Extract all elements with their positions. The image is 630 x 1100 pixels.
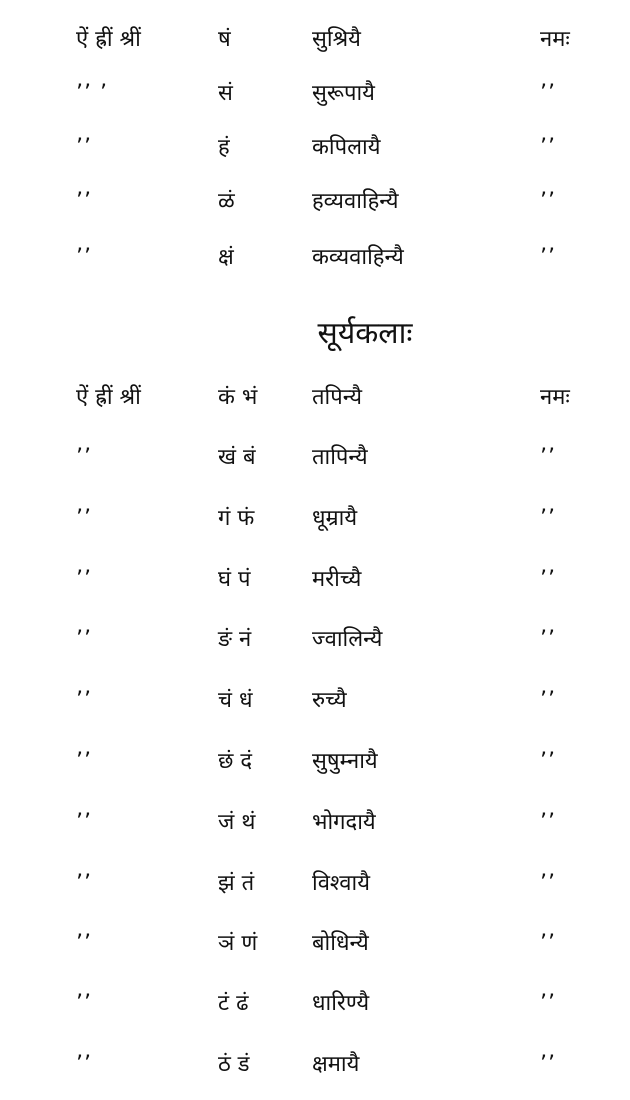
deity-name: मरीच्यै [312,567,362,592]
ditto-mark: ’’ [76,991,92,1016]
letter-syllable: क्षं [218,245,234,270]
letter-pair: टं ढं [218,991,249,1016]
deity-name: धारिण्यै [312,991,370,1016]
table-row [0,380,630,416]
letter-pair: छं दं [218,749,253,774]
deity-name: तपिन्यै [312,385,362,410]
ditto-mark: ’’ [76,135,92,160]
letter-syllable: ळं [218,189,235,214]
table-row [0,1047,630,1083]
ditto-mark: ’’ [540,627,556,652]
table-row [0,184,630,220]
seed-syllables: ऐं ह्रीं श्रीं [76,27,141,52]
ditto-mark: ’’ [76,1052,92,1077]
seed-syllables: ऐं ह्रीं श्रीं [76,385,141,410]
letter-syllable: सं [218,81,233,106]
table-row [0,22,630,58]
ditto-mark: ’’ [540,81,556,106]
ditto-mark: ’’ [540,871,556,896]
letter-syllable: षं [218,27,231,52]
ditto-mark: ’’ [540,567,556,592]
deity-name: कपिलायै [312,135,381,160]
letter-pair: झं तं [218,871,255,896]
deity-name: कव्यवाहिन्यै [312,245,404,270]
ditto-mark: ’’ [540,445,556,470]
deity-name: क्षमायै [312,1052,360,1077]
table-row [0,440,630,476]
table-row [0,240,630,276]
deity-name: रुच्यै [312,688,347,713]
table-row [0,622,630,658]
table-row [0,130,630,166]
deity-name: तापिन्यै [312,445,368,470]
letter-pair: घं पं [218,567,251,592]
deity-name: भोगदायै [312,810,376,835]
ditto-mark: ’’ [540,506,556,531]
deity-name: सुश्रियै [312,27,361,52]
letter-pair: ठं डं [218,1052,250,1077]
ditto-mark: ’’ [76,627,92,652]
ditto-mark: ’’ [540,135,556,160]
table-row [0,76,630,112]
deity-name: सुषुम्नायै [312,749,378,774]
ditto-mark: ’’ [76,810,92,835]
ditto-mark: ’’ [540,1052,556,1077]
deity-name: हव्यवाहिन्यै [312,189,399,214]
ditto-mark: ’’ [76,245,92,270]
ditto-mark: ’’ [76,749,92,774]
letter-pair: चं धं [218,688,253,713]
ditto-mark: ’’ [76,931,92,956]
deity-name: धूम्रायै [312,506,358,531]
table-row [0,805,630,841]
letter-pair: ञं णं [218,931,258,956]
ditto-mark: ’’ [76,445,92,470]
ditto-mark: ’’ ’ [76,81,108,106]
ditto-mark: ’’ [540,810,556,835]
ditto-mark: ’’ [76,871,92,896]
ditto-mark: ’’ [76,567,92,592]
deity-name: सुरूपायै [312,81,375,106]
table-row [0,562,630,598]
ditto-mark: ’’ [540,189,556,214]
salutation: नमः [540,27,570,52]
ditto-mark: ’’ [540,688,556,713]
deity-name: ज्वालिन्यै [312,627,383,652]
ditto-mark: ’’ [76,688,92,713]
table-row [0,501,630,537]
ditto-mark: ’’ [540,245,556,270]
letter-pair: कं भं [218,385,258,410]
table-row [0,866,630,902]
table-row [0,683,630,719]
ditto-mark: ’’ [76,506,92,531]
table-row [0,744,630,780]
ditto-mark: ’’ [76,189,92,214]
letter-pair: जं थं [218,810,256,835]
letter-pair: ङं नं [218,627,252,652]
ditto-mark: ’’ [540,749,556,774]
ditto-mark: ’’ [540,991,556,1016]
section-heading: सूर्यकलाः [317,316,413,351]
table-row [0,926,630,962]
deity-name: बोधिन्यै [312,931,369,956]
letter-pair: खं बं [218,445,256,470]
ditto-mark: ’’ [540,931,556,956]
deity-name: विश्वायै [312,871,370,896]
salutation: नमः [540,385,570,410]
letter-pair: गं फं [218,506,255,531]
table-row [0,986,630,1022]
letter-syllable: हं [218,135,230,160]
